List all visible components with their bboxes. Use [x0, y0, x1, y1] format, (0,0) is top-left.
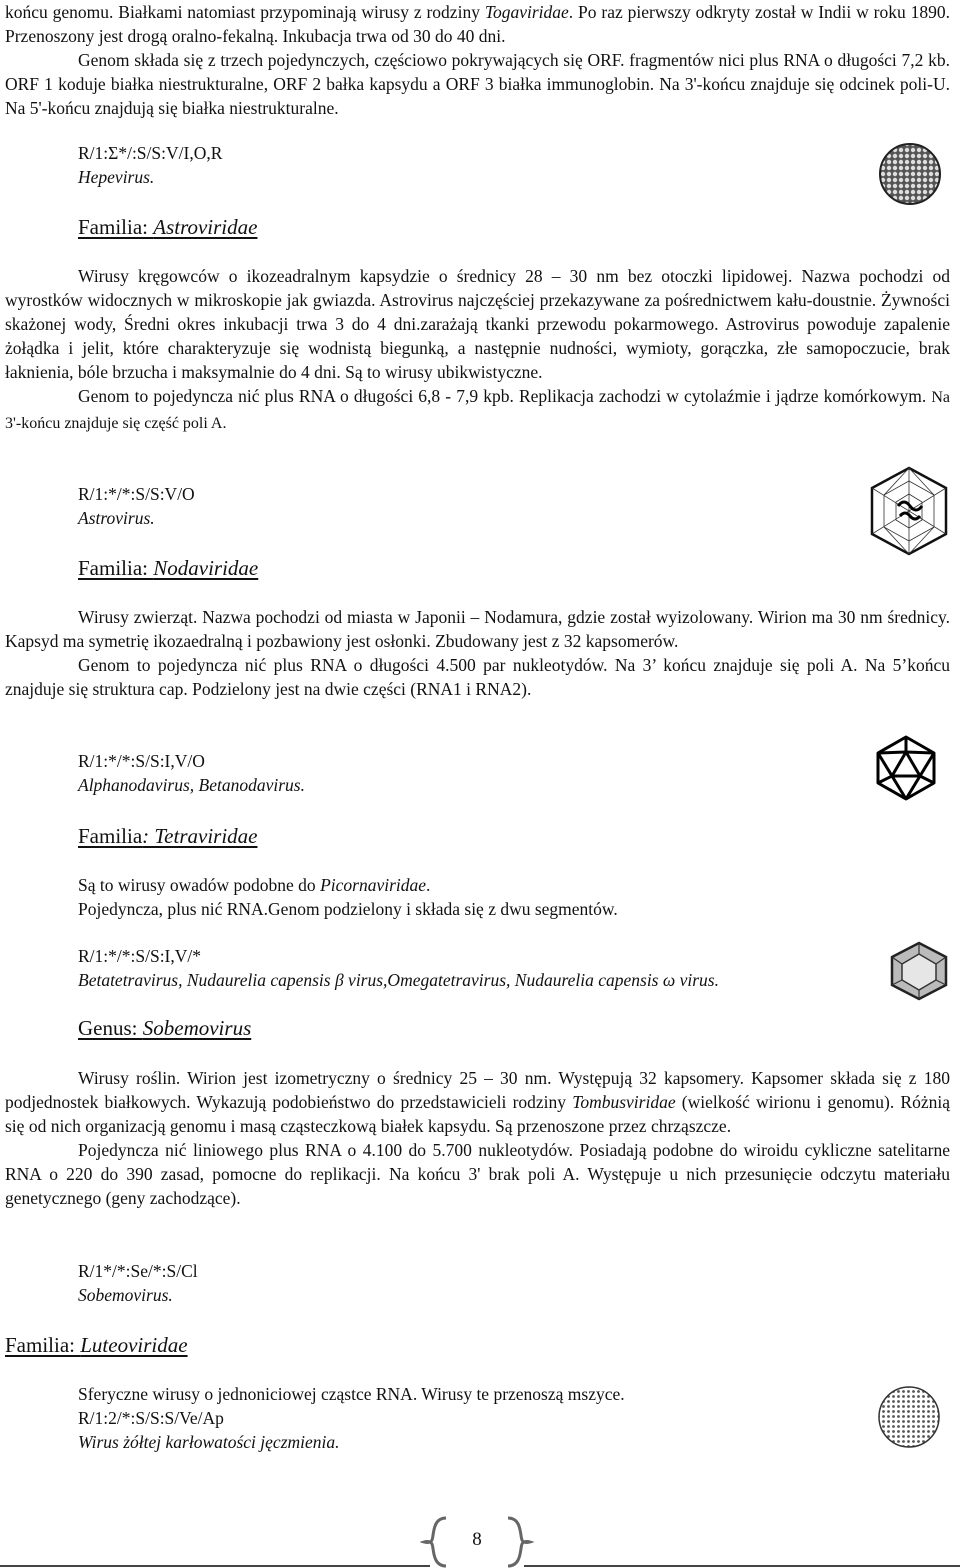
tetra-classification	[78, 944, 719, 992]
left-brace-icon	[420, 1516, 450, 1568]
classification-code: R/1:*/*:S/S:V/O	[78, 484, 195, 504]
intro-text	[5, 0, 950, 120]
classification-code: R/1:2/*:S/S:S/Ve/Ap	[78, 1408, 224, 1428]
hepe-classification	[78, 141, 222, 189]
page-number: 8	[472, 1529, 482, 1550]
astro-classification	[78, 482, 195, 530]
nodavirus-virion-icon	[872, 734, 940, 802]
luteoviridae-text	[78, 1382, 950, 1406]
astroviridae-text	[5, 264, 950, 436]
luteo-classification	[78, 1406, 340, 1454]
luteovirus-virion-icon	[876, 1384, 942, 1450]
sobemovirus-paragraph-2: Pojedyncza nić liniowego plus RNA o 4.100 do 5.700 nukleotydów. Posiadają podobne do wiroidu cykliczne satelitarne RNA o 220 do 390 zasad, pomocne do replikacji. Na końcu 3' brak poli A. Występuje u nich przesunięcie odczytu materiału genetycznego (geny zachodzące).	[5, 1140, 950, 1208]
footer-rule-right	[524, 1565, 960, 1567]
noda-classification	[78, 749, 305, 797]
tetraviridae-heading: Familia: Tetraviridae	[78, 824, 258, 848]
luteoviridae-heading: Familia: Luteoviridae	[5, 1333, 188, 1357]
classification-code: R/1:Σ*/:S/S:V/I,O,R	[78, 143, 223, 163]
sobemovirus-text	[5, 1066, 950, 1210]
footer-rule-left	[0, 1565, 430, 1567]
classification-code: R/1:*/*:S/S:I,V/*	[78, 946, 202, 966]
astroviridae-heading: Familia: Astroviridae	[78, 215, 258, 239]
luteoviridae-paragraph-1: Sferyczne wirusy o jednoniciowej cząstce RNA. Wirusy te przenoszą mszyce.	[78, 1384, 625, 1404]
hepevirus-virion-icon	[874, 141, 946, 207]
intro-paragraph-2: Genom składa się z trzech pojedynczych, częściowo pokrywających się ORF. fragmentów nici plus RNA o długości 7,2 kb. ORF 1 koduje białka niestrukturalne, ORF 2 bałka kapsydu a ORF 3 białka immunoglobin. Na 3'-końcu znajduje się odcinek poli-U. Na 5'-końcu znajdują się białka niestrukturalne.	[5, 50, 950, 118]
genus-name: Betatetravirus, Nudaurelia capensis β virus,Omegatetravirus, Nudaurelia capensis ω virus.	[78, 970, 719, 990]
genus-name: Alphanodavirus, Betanodavirus.	[78, 775, 305, 795]
right-brace-icon	[504, 1516, 534, 1568]
genus-name: Sobemovirus.	[78, 1285, 173, 1305]
nodaviridae-heading: Familia: Nodaviridae	[78, 556, 259, 580]
tetravirus-virion-icon	[886, 940, 952, 1002]
classification-code: R/1:*/*:S/S:I,V/O	[78, 751, 205, 771]
sobemo-classification	[78, 1259, 198, 1307]
nodaviridae-text	[5, 605, 950, 701]
genus-name: Hepevirus.	[78, 167, 155, 187]
genus-name: Astrovirus.	[78, 508, 155, 528]
genus-name: Wirus żółtej karłowatości jęczmienia.	[78, 1432, 340, 1452]
sobemovirus-heading: Genus: Sobemovirus	[78, 1016, 252, 1040]
nodaviridae-paragraph-1: Wirusy zwierząt. Nazwa pochodzi od miasta w Japonii – Nodamura, gdzie został wyizolowany. Wirion ma 30 nm średnicy. Kapsyd ma symetrię ikozaedralną i pozbawiony jest osłonki. Zbudowany jest z 32 kapsomerów.	[5, 607, 950, 651]
intro-paragraph-1: końcu genomu. Białkami natomiast przypominają wirusy z rodziny Togaviridae. Po raz pierwszy odkryty został w Indii w roku 1890. Przenoszony jest drogą oralno-fekalną. Inkubacja trwa od 30 do 40 dni.	[5, 2, 950, 46]
classification-code: R/1*/*:Se/*:S/Cl	[78, 1261, 198, 1281]
astroviridae-paragraph-1: Wirusy kręgowców o ikozeadralnym kapsydzie o średnicy 28 – 30 nm bez otoczki lipidowej. Nazwa pochodzi od wyrostków widocznych w mikroskopie jak gwiazda. Astrovirus najczęściej przekazywane za pośrednictwem kału-doustnie. Żywności skażonej wody, Średni okres inkubacji trwa 3 do 4 dni.zarażają tkanki przewodu pokarmowego. Astrovirus powoduje zapalenie żołądka i jelit, które charakteryzuje się wodnistą biegunką, a następnie nudności, wymioty, gorączka, złe samopoczucie, brak łaknienia, bóle brzucha i maksymalnie do 4 dni. Są to wirusy ubikwistyczne.	[5, 266, 950, 382]
tetraviridae-text	[78, 873, 950, 921]
sobemovirus-paragraph-1: Wirusy roślin. Wirion jest izometryczny o średnicy 25 – 30 nm. Występują 32 kapsomery. Kapsomer składa się z 180 podjednostek białkowych. Wykazują podobieństwo do przedstawicieli rodziny Tombusviridae (wielkość wirionu i genomu). Różnią się od nich organizacją genomu i masą cząsteczkową białek kapsydu. Są przenoszone przez chrząszcze.	[5, 1068, 950, 1136]
astroviridae-paragraph-2: Genom to pojedyncza nić plus RNA o długości 6,8 - 7,9 kpb. Replikacja zachodzi w cytolaźmie i jądrze komórkowym. Na 3'-końcu znajduje się część poli A.	[5, 386, 950, 432]
tetraviridae-paragraph-1: Są to wirusy owadów podobne do Picornaviridae.	[78, 875, 431, 895]
nodaviridae-paragraph-2: Genom to pojedyncza nić plus RNA o długości 4.500 par nukleotydów. Na 3’ końcu znajduje się poli A. Na 5’końcu znajduje się struktura cap. Podzielony jest na dwie części (RNA1 i RNA2).	[5, 655, 950, 699]
tetraviridae-paragraph-2: Pojedyncza, plus nić RNA.Genom podzielony i składa się z dwu segmentów.	[78, 899, 618, 919]
astrovirus-virion-icon	[864, 466, 954, 556]
